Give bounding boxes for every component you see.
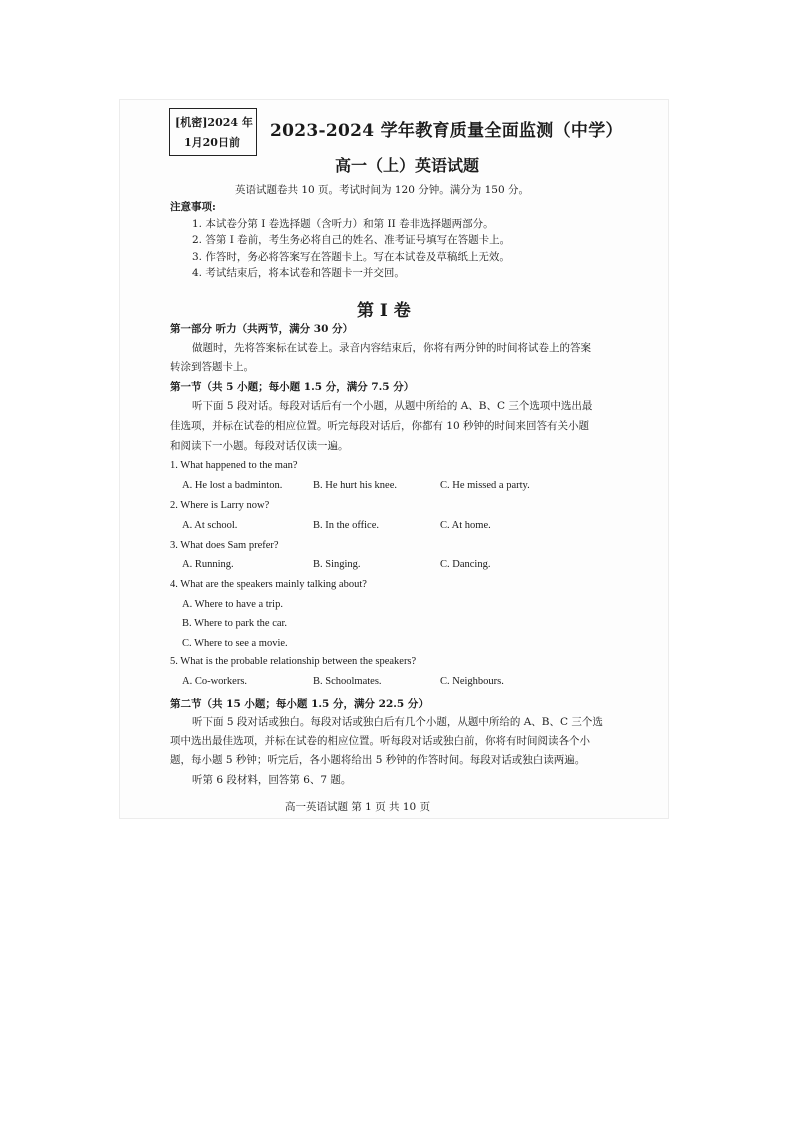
option-b: B. Where to park the car.: [182, 618, 288, 629]
notes-heading: 注意事项:: [170, 201, 216, 213]
scanned-page: [120, 100, 668, 818]
confidential-stamp: [169, 108, 257, 156]
option-b: B. In the office.: [313, 520, 379, 531]
page-footer: 高一英语试题 第 1 页 共 10 页: [285, 801, 431, 813]
stamp-line1: [机密]2024 年: [175, 116, 253, 129]
option-a: A. Where to have a trip.: [182, 599, 283, 610]
intro-text: 英语试题卷共 10 页。考试时间为 120 分钟。满分为 150 分。: [235, 184, 529, 196]
section2-subinstruction: 听第 6 段材料，回答第 6、7 题。: [192, 774, 352, 786]
option-a: A. Co-workers.: [182, 676, 248, 687]
option-c: C. Neighbours.: [440, 676, 504, 687]
section2-heading: 第二节（共 15 小题；每小题 1.5 分，满分 22.5 分）: [170, 698, 429, 710]
question-stem: 3. What does Sam prefer?: [170, 540, 279, 551]
option-b: B. Schoolmates.: [313, 676, 382, 687]
page-title: 2023-2024 学年教育质量全面监测（中学）: [270, 121, 623, 141]
note-item: 2. 答第 I 卷前，考生务必将自己的姓名、准考证号填写在答题卡上。: [192, 234, 511, 246]
option-c: C. Dancing.: [440, 559, 491, 570]
option-b: B. Singing.: [313, 559, 361, 570]
question-stem: 2. Where is Larry now?: [170, 500, 270, 511]
part1-instruction: 转涂到答题卡上。: [170, 361, 254, 373]
section1-instruction: 听下面 5 段对话。每段对话后有一个小题，从题中所给的 A、B、C 三个选项中选出最: [192, 400, 593, 412]
option-c: C. He missed a party.: [440, 480, 530, 491]
page-subtitle: 高一（上）英语试题: [335, 156, 480, 175]
option-c: C. Where to see a movie.: [182, 638, 288, 649]
volume-heading: 第 I 卷: [357, 301, 411, 321]
question-stem: 4. What are the speakers mainly talking about?: [170, 579, 367, 590]
option-c: C. At home.: [440, 520, 491, 531]
section2-instruction: 听下面 5 段对话或独白。每段对话或独白后有几个小题，从题中所给的 A、B、C 三个选: [192, 716, 603, 728]
section1-heading: 第一节（共 5 小题；每小题 1.5 分，满分 7.5 分）: [170, 381, 415, 393]
section2-instruction: 项中选出最佳选项，并标在试卷的相应位置。听每段对话或独白前，你将有时间阅读各个小: [170, 735, 590, 747]
option-b: B. He hurt his knee.: [313, 480, 397, 491]
option-a: A. He lost a badminton.: [182, 480, 283, 491]
section2-instruction: 题，每小题 5 秒钟；听完后，各小题将给出 5 秒钟的作答时间。每段对话或独白读两遍。: [170, 754, 586, 766]
note-item: 4. 考试结束后，将本试卷和答题卡一并交回。: [192, 267, 405, 279]
question-stem: 1. What happened to the man?: [170, 460, 298, 471]
part1-heading: 第一部分 听力（共两节，满分 30 分）: [170, 323, 354, 335]
stamp-line2: 1月20日前: [184, 136, 240, 149]
part1-instruction: 做题时，先将答案标在试卷上。录音内容结束后，你将有两分钟的时间将试卷上的答案: [192, 342, 591, 354]
option-a: A. At school.: [182, 520, 238, 531]
section1-instruction: 佳选项，并标在试卷的相应位置。听完每段对话后，你都有 10 秒钟的时间来回答有关小题: [170, 420, 590, 432]
question-stem: 5. What is the probable relationship between the speakers?: [170, 656, 417, 667]
option-a: A. Running.: [182, 559, 234, 570]
note-item: 1. 本试卷分第 I 卷选择题（含听力）和第 II 卷非选择题两部分。: [192, 218, 494, 230]
note-item: 3. 作答时，务必将答案写在答题卡上。写在本试卷及草稿纸上无效。: [192, 251, 510, 263]
section1-instruction: 和阅读下一小题。每段对话仅读一遍。: [170, 440, 349, 452]
